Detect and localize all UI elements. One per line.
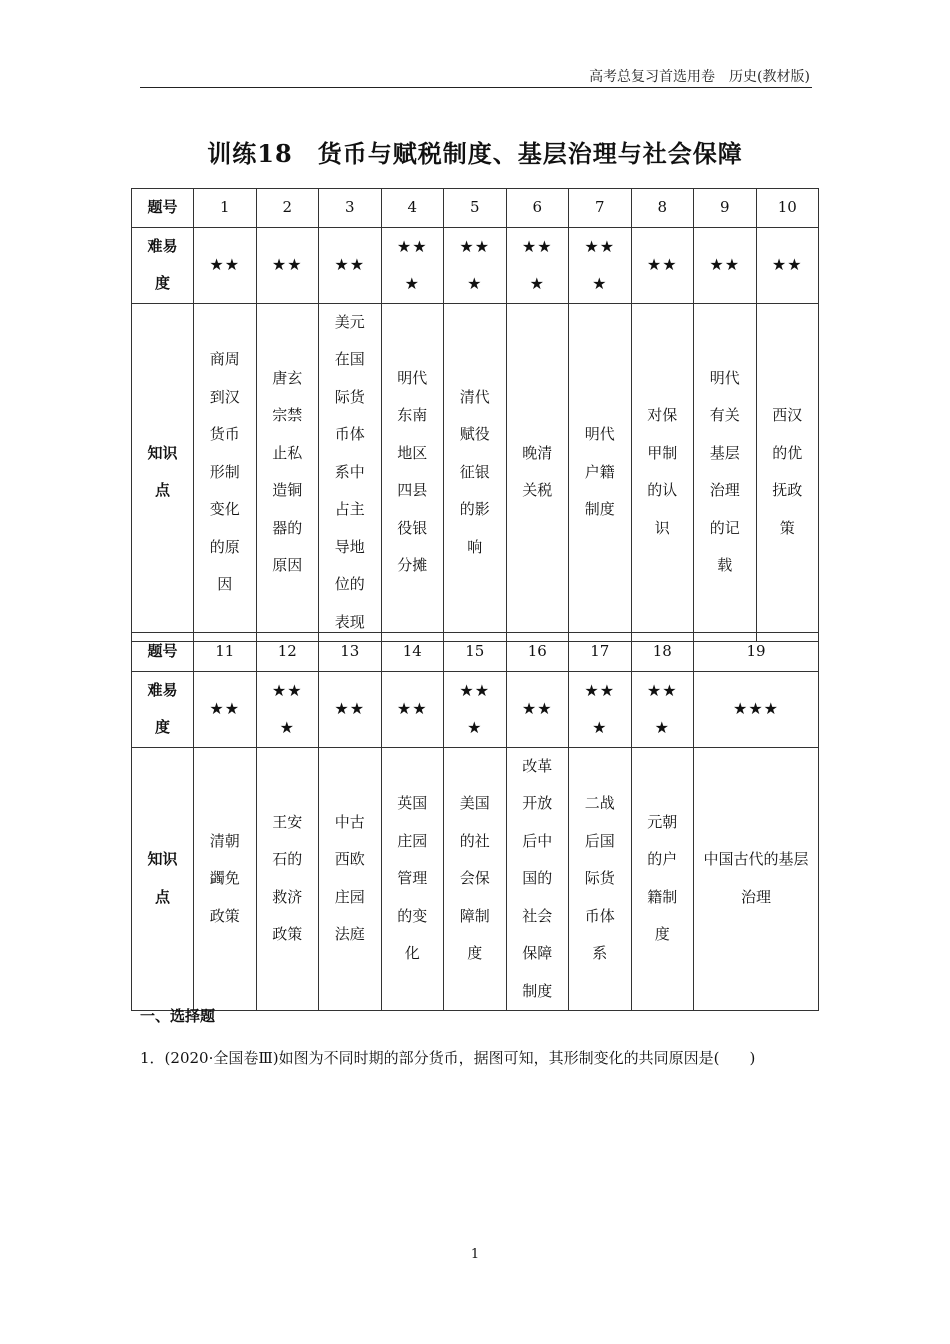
difficulty-stars-12: ★★★ <box>271 680 303 737</box>
knowledge-point-4: 明代东南地区四县役银分摊 <box>397 368 428 575</box>
knowledge-label: 知识点 <box>147 443 178 500</box>
knowledge-point-18: 元朝的户籍制度 <box>647 812 678 944</box>
question-number-5: 5 <box>444 189 507 228</box>
knowledge-point-13: 中古西欧庄园法庭 <box>334 812 365 944</box>
knowledge-point-15: 美国的社会保障制度 <box>459 794 490 962</box>
question-number-11: 11 <box>194 633 257 672</box>
question-number-7: 7 <box>569 189 632 228</box>
difficulty-stars-19: ★★★ <box>694 671 819 747</box>
question-number-12: 12 <box>256 633 319 672</box>
header-text: 高考总复习首选用卷 历史(教材版) <box>589 69 810 85</box>
difficulty-stars-4: ★★★ <box>396 236 428 293</box>
knowledge-point-7: 明代户籍制度 <box>584 425 615 518</box>
knowledge-point-2: 唐玄宗禁止私造铜器的原因 <box>272 368 303 575</box>
page-title: 训练18 货币与赋税制度、基层治理与社会保障 <box>207 139 743 168</box>
difficulty-label: 难易度 <box>147 680 178 736</box>
question-number-6: 6 <box>506 189 569 228</box>
question-number-17: 17 <box>569 633 632 672</box>
knowledge-point-5: 清代赋役征银的影响 <box>459 387 490 556</box>
question-number-13: 13 <box>319 633 382 672</box>
difficulty-stars-13: ★★ <box>334 699 366 719</box>
question-1: 1．(2020·全国卷Ⅲ)如图为不同时期的部分货币，据图可知，其形制变化的共同原因是( ) <box>140 1049 756 1067</box>
knowledge-point-19: 中国古代的基层治理 <box>703 850 809 906</box>
knowledge-point-14: 英国庄园管理的变化 <box>397 794 428 962</box>
difficulty-row <box>132 671 819 747</box>
difficulty-stars-5: ★★★ <box>459 236 491 293</box>
question-number-10: 10 <box>756 189 819 228</box>
number-row <box>132 633 819 672</box>
question-number-18: 18 <box>631 633 694 672</box>
difficulty-stars-2: ★★ <box>271 255 303 275</box>
question-number-8: 8 <box>631 189 694 228</box>
difficulty-stars-8: ★★ <box>646 255 678 275</box>
difficulty-stars-10: ★★ <box>771 255 803 275</box>
page-number: 1 <box>470 1247 480 1262</box>
difficulty-stars-14: ★★ <box>396 699 428 719</box>
overview-table-1 <box>131 188 819 642</box>
question-number-19: 19 <box>694 633 819 672</box>
number-label: 题号 <box>132 189 194 228</box>
knowledge-point-8: 对保甲制的认识 <box>647 406 678 537</box>
question-number-2: 2 <box>256 189 319 228</box>
number-row <box>132 189 819 228</box>
knowledge-point-12: 王安石的救济政策 <box>272 812 303 944</box>
knowledge-point-1: 商周到汉货币形制变化的原因 <box>209 350 240 593</box>
header-divider <box>140 87 812 88</box>
knowledge-point-3: 美元在国际货币体系中占主导地位的表现 <box>334 312 365 631</box>
knowledge-point-9: 明代有关基层治理的记载 <box>709 368 740 575</box>
question-number-1: 1 <box>194 189 257 228</box>
difficulty-stars-16: ★★ <box>521 699 553 719</box>
question-number-15: 15 <box>444 633 507 672</box>
difficulty-stars-15: ★★★ <box>459 680 491 737</box>
difficulty-stars-9: ★★ <box>709 255 741 275</box>
knowledge-point-17: 二战后国际货币体系 <box>584 794 615 962</box>
difficulty-stars-17: ★★★ <box>584 680 616 737</box>
knowledge-row <box>132 303 819 642</box>
knowledge-point-11: 清朝蠲免政策 <box>209 831 240 925</box>
difficulty-label: 难易度 <box>147 236 178 292</box>
difficulty-stars-6: ★★★ <box>521 236 553 293</box>
question-number-16: 16 <box>506 633 569 672</box>
knowledge-point-10: 西汉的优抚政策 <box>772 406 803 537</box>
difficulty-stars-18: ★★★ <box>646 680 678 737</box>
knowledge-point-6: 晚清关税 <box>522 443 553 500</box>
difficulty-stars-3: ★★ <box>334 255 366 275</box>
section-title: 一、选择题 <box>140 1007 216 1025</box>
question-number-9: 9 <box>694 189 757 228</box>
number-label: 题号 <box>132 633 194 672</box>
difficulty-stars-1: ★★ <box>209 255 241 275</box>
knowledge-point-16: 改革开放后中国的社会保障制度 <box>522 756 553 1000</box>
question-number-4: 4 <box>381 189 444 228</box>
difficulty-stars-11: ★★ <box>209 699 241 719</box>
difficulty-row <box>132 227 819 303</box>
knowledge-row <box>132 747 819 1011</box>
question-number-14: 14 <box>381 633 444 672</box>
overview-table-2 <box>131 632 819 1011</box>
question-number-3: 3 <box>319 189 382 228</box>
knowledge-label: 知识点 <box>147 850 178 906</box>
difficulty-stars-7: ★★★ <box>584 236 616 293</box>
